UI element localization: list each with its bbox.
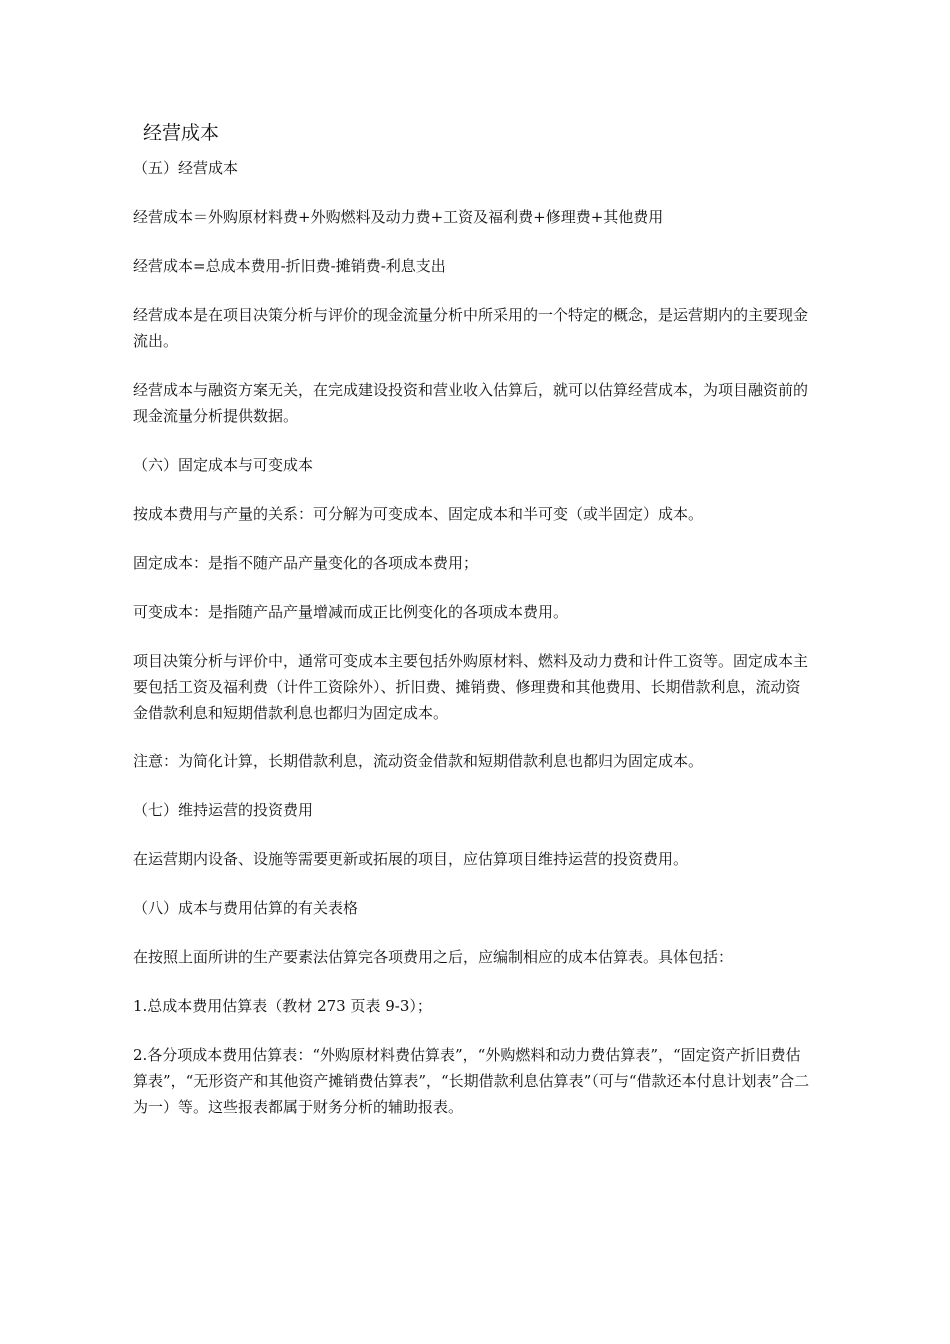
paragraph-note: 注意：为简化计算，长期借款利息，流动资金借款和短期借款利息也都归为固定成本。 — [133, 752, 704, 770]
paragraph-fixed-cost: 固定成本：是指不随产品产量变化的各项成本费用； — [133, 554, 479, 572]
paragraph-formula-2: 经营成本=总成本费用-折旧费-摊销费-利息支出 — [133, 257, 446, 275]
paragraph-formula-1: 经营成本＝外购原材料费+外购燃料及动力费+工资及福利费+修理费+其他费用 — [133, 208, 664, 226]
paragraph-tables-intro: 在按照上面所讲的生产要素法估算完各项费用之后，应编制相应的成本估算表。具体包括： — [133, 948, 734, 966]
paragraph-definition: 经营成本是在项目决策分析与评价的现金流量分析中所采用的一个特定的概念，是运营期内的主要现金流出。 — [133, 306, 809, 350]
section-heading-6: （六）固定成本与可变成本 — [133, 456, 314, 474]
section-heading-8: （八）成本与费用估算的有关表格 — [133, 899, 359, 917]
paragraph-financing: 经营成本与融资方案无关，在完成建设投资和营业收入估算后，就可以估算经营成本，为项目融资前的现金流量分析提供数据。 — [133, 381, 809, 425]
section-heading-5: （五）经营成本 — [133, 159, 239, 177]
section-heading-7: （七）维持运营的投资费用 — [133, 801, 314, 819]
paragraph-cost-split: 按成本费用与产量的关系：可分解为可变成本、固定成本和半可变（或半固定）成本。 — [133, 505, 704, 523]
list-item-1: 1.总成本费用估算表（教材 273 页表 9-3）； — [133, 997, 432, 1015]
paragraph-maintenance: 在运营期内设备、设施等需要更新或拓展的项目，应估算项目维持运营的投资费用。 — [133, 850, 689, 868]
list-item-2: 2.各分项成本费用估算表：“外购原材料费估算表”，“外购燃料和动力费估算表”，“固定资产折旧费估算表”，“无形资产和其他资产摊销费估算表”，“长期借款利息估算表”（可与“借款还本付息计划表”合二为一）等。这些报表都属于财务分析的辅助报表。 — [133, 1046, 810, 1116]
document-title: 经营成本 — [143, 122, 220, 144]
paragraph-cost-composition: 项目决策分析与评价中，通常可变成本主要包括外购原材料、燃料及动力费和计件工资等。固定成本主要包括工资及福利费（计件工资除外）、折旧费、摊销费、修理费和其他费用、长期借款利息，流动资金借款利息和短期借款利息也都归为固定成本。 — [133, 652, 809, 722]
paragraph-variable-cost: 可变成本：是指随产品产量增减而成正比例变化的各项成本费用。 — [133, 603, 569, 621]
